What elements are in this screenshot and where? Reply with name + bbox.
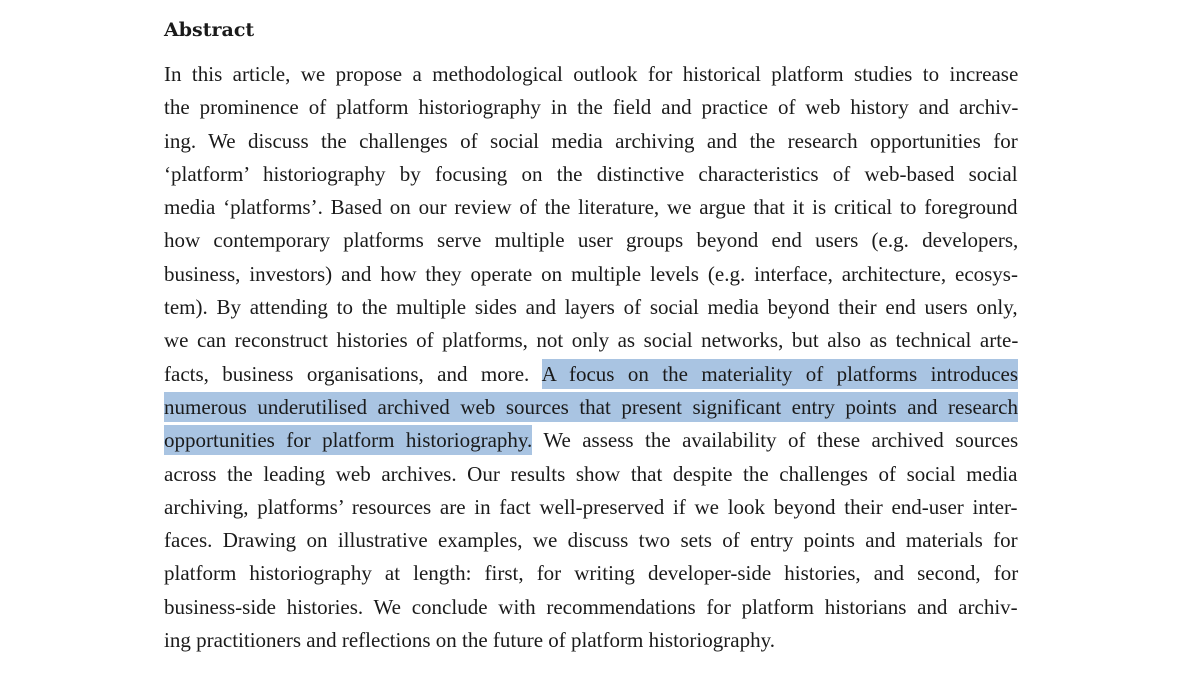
text-line (164, 224, 1018, 257)
text-segment: faces. Drawing on illustrative examples, we discuss two sets of entry points and materials for (164, 528, 1018, 553)
text-line (164, 258, 1018, 291)
text-line (164, 125, 1018, 158)
highlighted-text[interactable]: opportunities for platform historiography. (164, 425, 532, 455)
text-line (164, 491, 1018, 524)
text-segment: ‘platform’ historiography by focusing on the distinctive characteristics of web-based social (164, 161, 1018, 186)
text-line (164, 91, 1018, 124)
text-segment: In this article, we propose a methodological outlook for historical platform studies to increase (164, 62, 1019, 86)
text-line (164, 58, 1018, 91)
text-segment: we can reconstruct histories of platforms, not only as social networks, but also as technical arte- (164, 328, 1019, 353)
text-line (164, 424, 1018, 457)
text-segment: media ‘platforms’. Based on our review of the literature, we argue that it is critical to foreground (164, 195, 1018, 220)
text-segment: facts, business organisations, and more. (164, 361, 542, 386)
highlighted-text[interactable]: A focus on the materiality of platforms introduces (542, 359, 1018, 389)
text-line (164, 358, 1018, 391)
text-segment: ing practitioners and reflections on the future of platform historiography. (164, 628, 775, 653)
text-segment: how contemporary platforms serve multiple user groups beyond end users (e.g. developers, (164, 228, 1019, 253)
text-segment: business, investors) and how they operate on multiple levels (e.g. interface, architecture, ecosys- (164, 261, 1018, 286)
abstract-body (164, 58, 1018, 657)
text-segment: business-side histories. We conclude with recommendations for platform historians and archiv- (164, 594, 1018, 619)
abstract-heading: Abstract (164, 19, 255, 41)
text-segment: We assess the availability of these archived sources (532, 428, 1019, 453)
text-line (164, 458, 1018, 491)
text-line (164, 624, 1018, 657)
text-segment: ing. We discuss the challenges of social media archiving and the research opportunities for (164, 128, 1018, 153)
text-line (164, 291, 1018, 324)
text-line (164, 158, 1018, 191)
text-segment: platform historiography at length: first, for writing developer-side histories, and second, for (164, 561, 1019, 586)
text-line (164, 524, 1018, 557)
text-segment: the prominence of platform historiography in the field and practice of web history and archiv- (164, 95, 1019, 120)
text-line (164, 191, 1018, 224)
text-line (164, 557, 1018, 590)
text-line (164, 324, 1018, 357)
text-segment: tem). By attending to the multiple sides and layers of social media beyond their end users only, (164, 295, 1018, 320)
text-line (164, 591, 1018, 624)
highlighted-text[interactable]: numerous underutilised archived web sources that present significant entry points and research (164, 392, 1018, 422)
text-segment: across the leading web archives. Our results show that despite the challenges of social media (164, 461, 1018, 486)
text-segment: archiving, platforms’ resources are in fact well-preserved if we look beyond their end-user inter- (164, 494, 1018, 519)
text-line (164, 391, 1018, 424)
